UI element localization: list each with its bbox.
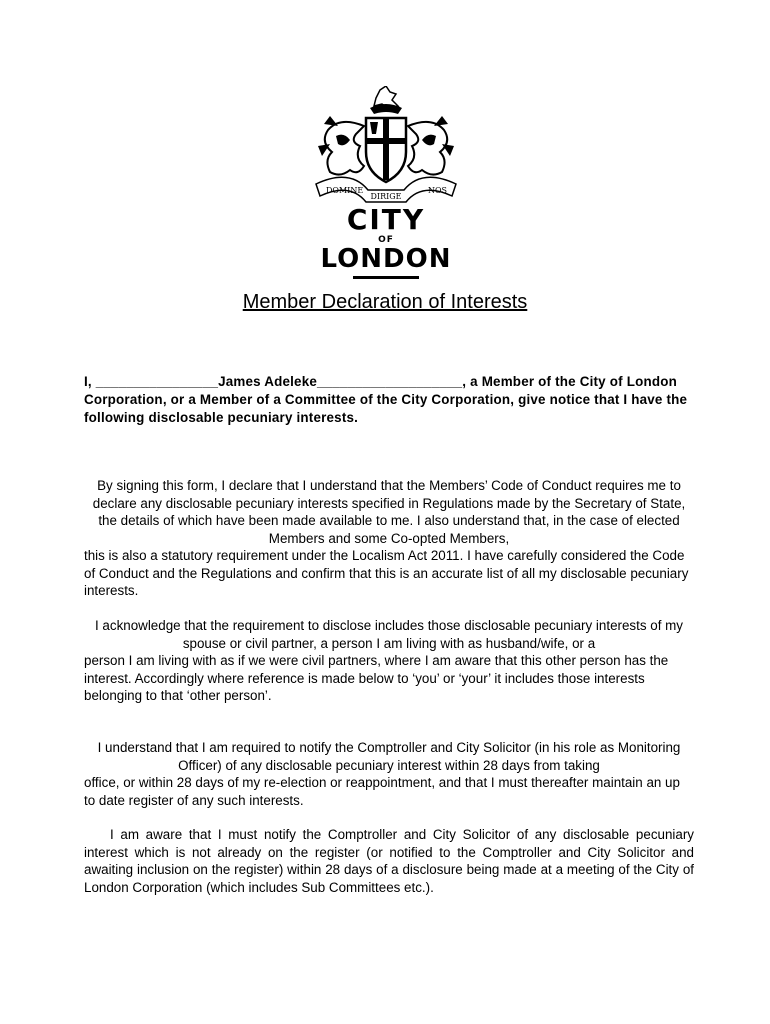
declaration-statement: I, ________________James Adeleke___________________, a Member of the City of London Corporation, or a Member of a Committee of the City Corporation, give notice that I have the following disclosable pecuniary interests. — [84, 374, 688, 425]
logo-city: CITY — [346, 203, 426, 236]
paragraph-acknowledge — [84, 617, 694, 705]
paragraph-notify-rest: office, or within 28 days of my re-election or reappointment, and that I must thereafter maintain an up to date register of any such interests. — [84, 775, 680, 808]
motto-left: DOMINE — [326, 186, 364, 195]
paragraph-notify-centered: I understand that I am required to notify the Comptroller and City Solicitor (in his role as Monitoring Officer) of any disclosable pecuniary interest within 28 days from taking — [97, 740, 681, 773]
paragraph-signing-centered: By signing this form, I declare that I understand that the Members’ Code of Conduct requires me to declare any disclosable pecuniary interests specified in Regulations made by the Secretary of State, the details of which have been made available to me. I also understand that, in the case of elected Members and some Co-opted Members, — [92, 478, 686, 546]
motto-bottom: DIRIGE — [370, 192, 402, 201]
motto-right: NOS — [428, 186, 448, 195]
logo-underline — [353, 276, 419, 279]
paragraph-signing — [84, 477, 694, 600]
paragraph-acknowledge-centered: I acknowledge that the requirement to disclose includes those disclosable pecuniary interests of my spouse or civil partner, a person I am living with as husband/wife, or a — [94, 618, 684, 651]
city-of-london-crest — [310, 86, 462, 212]
paragraph-signing-rest: this is also a statutory requirement under the Localism Act 2011. I have carefully considered the Code of Conduct and the Regulations and confirm that this is an accurate list of all my disclosable pecuniary interests. — [84, 548, 689, 598]
paragraph-acknowledge-rest: person I am living with as if we were civil partners, where I am aware that this other person has the interest. Accordingly where reference is made below to ‘you’ or ‘your’ it includes those interests belonging to that ‘other person’. — [84, 653, 669, 703]
city-of-london-logo — [320, 203, 452, 279]
paragraph-aware-text: I am aware that I must notify the Comptroller and City Solicitor of any disclosable pecuniary interest which is not already on the register (or notified to the Comptroller and City Solicitor and awaiting inclusion on the register) within 28 days of a disclosure being made at a meeting of the City of London Corporation (which includes Sub Committees etc.). — [84, 827, 694, 895]
paragraph-notify — [84, 739, 694, 809]
logo-of: OF — [378, 235, 394, 245]
page-title: Member Declaration of Interests — [242, 291, 528, 313]
left-dragon-icon — [325, 122, 364, 175]
paragraph-aware — [84, 826, 694, 896]
logo-london: LONDON — [320, 244, 452, 274]
right-dragon-icon — [408, 122, 447, 175]
